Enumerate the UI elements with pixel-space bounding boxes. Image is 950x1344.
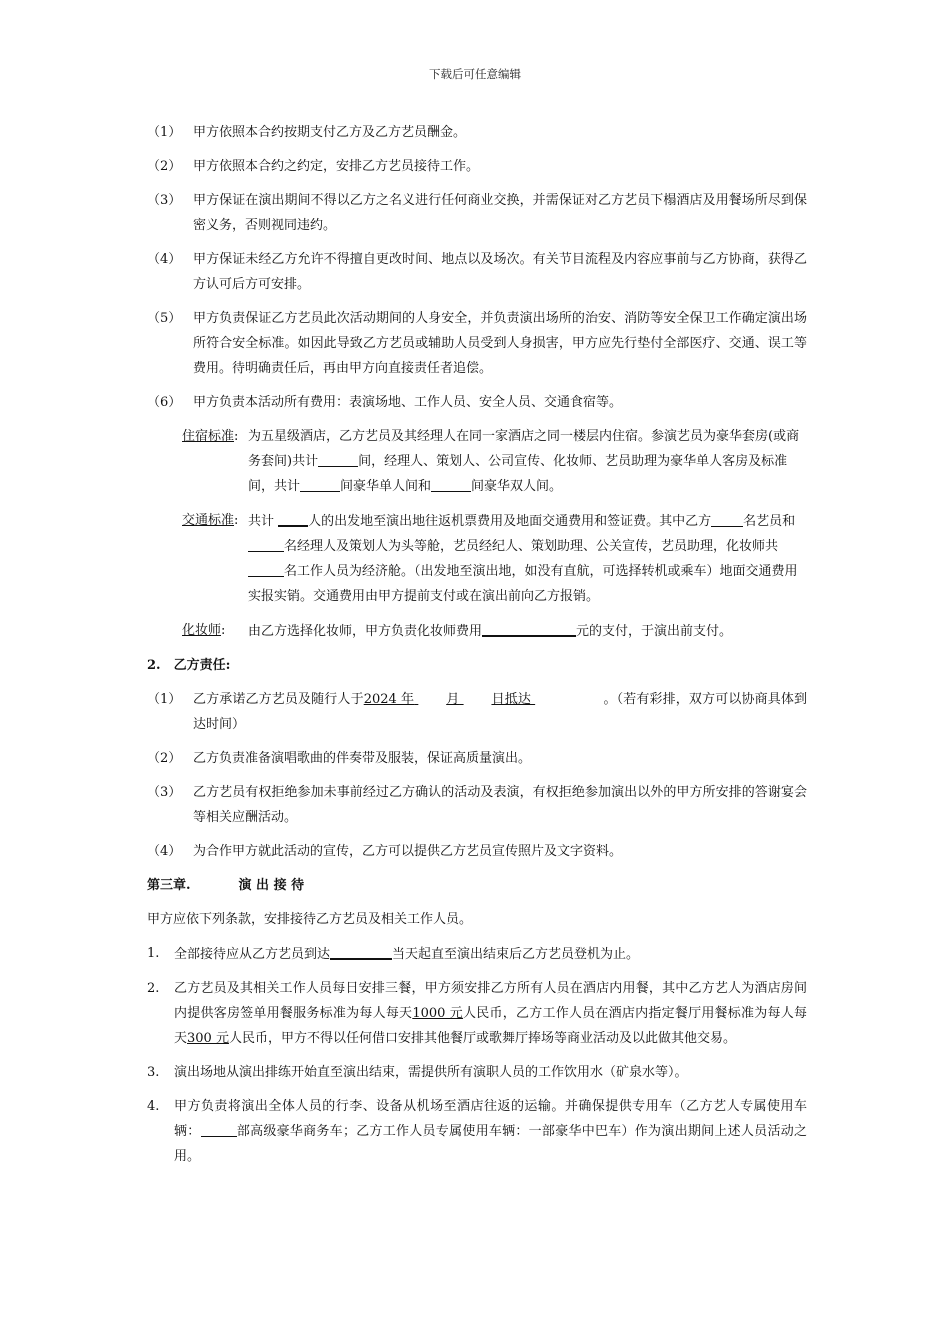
makeup-text-1: 由乙方选择化妆师，甲方负责化妆师费用 bbox=[248, 624, 483, 639]
blank-line bbox=[318, 449, 358, 467]
reception-text-2: 当天起直至演出结束后乙方艺员登机为止。 bbox=[392, 947, 640, 962]
makeup-text bbox=[248, 618, 807, 644]
chapter-title: 演 出 接 待 bbox=[238, 878, 305, 893]
vehicle-text-2: 部高级豪华商务车；乙方工作人员专属使用车辆：一部豪华中巴车）作为演出期间上述人员活动之用。 bbox=[174, 1124, 807, 1164]
item-number: （3） bbox=[147, 785, 182, 800]
item-number: 3. bbox=[147, 1065, 160, 1080]
chapter-label: 第三章. bbox=[147, 878, 191, 893]
blank-line bbox=[300, 474, 340, 492]
blank-line bbox=[278, 508, 308, 527]
lodging-text-1: 为五星级酒店，乙方艺员及其经理人在同一家酒店之同一楼层内住宿。参演艺员为豪华套房(或商务套间)共计 bbox=[248, 429, 800, 469]
transport-standard bbox=[182, 508, 807, 609]
meal-text-3: 人民币，甲方不得以任何借口安排其他餐厅或歌舞厅捧场等商业活动及以此做其他交易。 bbox=[228, 1031, 736, 1046]
arrival-text-1: 乙方承诺乙方艺员及随行人于 bbox=[193, 692, 364, 707]
transport-label: 交通标准 bbox=[182, 513, 235, 528]
item-number: （1） bbox=[147, 692, 182, 707]
party-a-item bbox=[147, 306, 807, 381]
party-a-item bbox=[147, 188, 807, 238]
reception-text-1: 全部接待应从乙方艺员到达 bbox=[174, 947, 331, 962]
item-text: 甲方保证未经乙方允许不得擅自更改时间、地点以及场次。有关节目流程及内容应事前与乙方协商，获得乙方认可后方可安排。 bbox=[193, 252, 807, 292]
document-body bbox=[147, 120, 807, 1178]
makeup-standard bbox=[182, 618, 807, 644]
lodging-text-3: 间豪华单人间和 bbox=[340, 479, 432, 494]
reception-item bbox=[147, 1060, 807, 1085]
item-number: （1） bbox=[147, 125, 182, 140]
blank-line bbox=[711, 509, 743, 527]
item-number: （4） bbox=[147, 252, 182, 267]
item-text: 甲方保证在演出期间不得以乙方之名义进行任何商业交换，并需保证对乙方艺员下榻酒店及用餐场所尽到保密义务，否则视同违约。 bbox=[193, 193, 807, 233]
blank-line bbox=[459, 687, 491, 712]
item-text: 乙方艺员有权拒绝参加未事前经过乙方确认的活动及表演，有权拒绝参加演出以外的甲方所安排的答谢宴会等相关应酬活动。 bbox=[193, 785, 807, 825]
makeup-sep: : bbox=[221, 623, 226, 638]
item-number: （2） bbox=[147, 159, 182, 174]
item-number: （6） bbox=[147, 395, 182, 410]
reception-item bbox=[147, 1094, 807, 1169]
transport-text-1: 共计 bbox=[248, 514, 279, 529]
item-text bbox=[174, 1094, 807, 1169]
blank-line bbox=[531, 687, 595, 712]
lodging-label: 住宿标准 bbox=[182, 429, 235, 444]
item-text: 甲方依照本合约之约定，安排乙方艺员接待工作。 bbox=[193, 159, 480, 174]
arrival-text-2: 。（若有彩排，双方可以协商具体到达时间） bbox=[193, 692, 807, 732]
meal-amount-staff: 300 元 bbox=[187, 1031, 229, 1046]
makeup-text-2: 元的支付，于演出前支付。 bbox=[576, 624, 733, 639]
party-b-item bbox=[147, 839, 807, 864]
meal-amount-artist: 1000 元 bbox=[412, 1006, 464, 1021]
arrival-month: 月 bbox=[446, 692, 460, 707]
vehicle-text-1: 甲方负责将演出全体人员的行李、设备从机场至酒店往返的运输。并确保提供专用车（乙方艺人专属使用车辆： bbox=[174, 1099, 807, 1139]
party-b-item bbox=[147, 687, 807, 737]
item-number: （3） bbox=[147, 193, 182, 208]
transport-label-wrap bbox=[182, 508, 248, 609]
item-number: 2. bbox=[147, 981, 160, 996]
item-text bbox=[174, 941, 807, 967]
party-a-item bbox=[147, 120, 807, 145]
blank-line bbox=[431, 474, 471, 492]
item-number: 4. bbox=[147, 1099, 160, 1114]
transport-text bbox=[248, 508, 807, 609]
blank-line bbox=[482, 618, 576, 637]
item-text: 为合作甲方就此活动的宣传，乙方可以提供乙方艺员宣传照片及文字资料。 bbox=[193, 844, 623, 859]
blank-line bbox=[248, 534, 284, 552]
reception-item bbox=[147, 941, 807, 967]
page-header: 下载后可任意编辑 bbox=[429, 67, 521, 81]
chapter-3-title bbox=[147, 873, 807, 898]
lodging-label-wrap bbox=[182, 424, 248, 499]
lodging-text-4: 间豪华双人间。 bbox=[471, 479, 563, 494]
item-text bbox=[193, 687, 807, 737]
item-text: 甲方负责本活动所有费用：表演场地、工作人员、安全人员、交通食宿等。 bbox=[193, 395, 623, 410]
transport-text-2: 人的出发地至演出地往返机票费用及地面交通费用和签证费。其中乙方 bbox=[308, 514, 712, 529]
blank-line bbox=[414, 687, 446, 712]
meal-text-1: 乙方艺员及其相关工作人员每日安排三餐，甲方须安排乙方所有人员在酒店内用餐，其中乙方艺人为酒店房间内提供客房签单用餐服务标准为每人每天 bbox=[174, 981, 807, 1021]
blank-line bbox=[330, 941, 392, 960]
lodging-sep: : bbox=[234, 429, 239, 444]
item-number: 1. bbox=[147, 946, 160, 961]
makeup-label-wrap bbox=[182, 618, 248, 644]
transport-text-5: 名工作人员为经济舱。（出发地至演出地，如没有直航，可选择转机或乘车）地面交通费用实报实销。交通费用由甲方提前支付或在演出前向乙方报销。 bbox=[248, 564, 798, 604]
party-a-item bbox=[147, 154, 807, 179]
transport-sep: : bbox=[234, 513, 239, 528]
item-text: 甲方依照本合约按期支付乙方及乙方艺员酬金。 bbox=[193, 125, 467, 140]
section-2-title: 2. 乙方责任: bbox=[147, 658, 231, 673]
blank-line bbox=[248, 559, 284, 577]
item-number: （5） bbox=[147, 311, 182, 326]
lodging-text-2: 间，经理人、策划人、公司宣传、化妆师、艺员助理为豪华单人客房及标准间，共计 bbox=[248, 454, 788, 494]
item-text: 甲方负责保证乙方艺员此次活动期间的人身安全，并负责演出场所的治安、消防等安全保卫工作确定演出场所符合安全标准。如因此导致乙方艺员或辅助人员受到人身损害，甲方应先行垫付全部医疗、交通、误工等费用。待明确责任后，再由甲方向直接责任者追偿。 bbox=[193, 311, 807, 376]
party-b-item bbox=[147, 746, 807, 771]
party-b-item bbox=[147, 780, 807, 830]
transport-text-3: 名艺员和 bbox=[743, 514, 796, 529]
makeup-label: 化妆师 bbox=[182, 623, 222, 638]
item-text bbox=[174, 976, 807, 1051]
party-a-item bbox=[147, 247, 807, 297]
blank-line bbox=[201, 1119, 237, 1137]
item-text: 演出场地从演出排练开始直至演出结束，需提供所有演职人员的工作饮用水（矿泉水等）。 bbox=[174, 1065, 688, 1080]
reception-item bbox=[147, 976, 807, 1051]
item-number: （2） bbox=[147, 751, 182, 766]
arrival-day: 日抵达 bbox=[491, 692, 531, 707]
transport-text-4: 名经理人及策划人为头等舱，艺员经纪人、策划助理、公关宣传，艺员助理，化妆师共 bbox=[284, 539, 779, 554]
lodging-standard bbox=[182, 424, 807, 499]
arrival-year: 2024 年 bbox=[363, 692, 415, 707]
item-number: （4） bbox=[147, 844, 182, 859]
lodging-text bbox=[248, 424, 807, 499]
meal-text-2: 人民币，乙方工作人员在酒店内指定餐厅用餐标准为每人每天 bbox=[174, 1006, 807, 1046]
item-text: 乙方负责准备演唱歌曲的伴奏带及服装，保证高质量演出。 bbox=[193, 751, 532, 766]
chapter-3-intro: 甲方应依下列条款，安排接待乙方艺员及相关工作人员。 bbox=[147, 912, 473, 927]
party-a-item bbox=[147, 390, 807, 415]
